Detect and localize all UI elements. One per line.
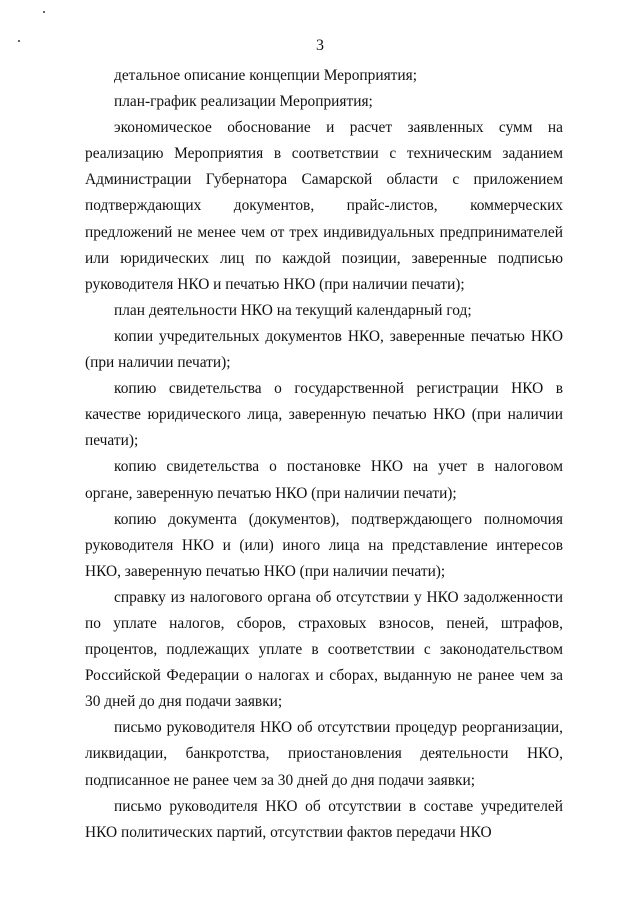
paragraph: план-график реализации Мероприятия; <box>114 93 373 111</box>
paragraph: письмо руководителя НКО об отсутствии процедур реорганизации, ликвидации, банкротства, приостановления деятельности НКО, подписанное не ранее чем за 30 дней до дня подачи заявки; <box>85 719 563 789</box>
paragraph: план деятельности НКО на текущий календарный год; <box>114 301 472 319</box>
paragraph: копию свидетельства о постановке НКО на учет в налоговом органе, заверенную печатью НКО (при наличии печати); <box>85 458 563 502</box>
paragraph: детальное описание концепции Мероприятия; <box>114 67 417 84</box>
paragraph: справку из налогового органа об отсутствии у НКО задолженности по уплате налогов, сборов, страховых взносов, пеней, штрафов, процентов, подлежащих уплате в соответствии с законодательством Российской Федерации о налогах и сборах, выданную не ранее чем за 30 дней до дня подачи заявки; <box>85 588 563 711</box>
paragraph: копию документа (документов), подтверждающего полномочия руководителя НКО и (или) иного лица на представление интересов НКО, заверенную печатью НКО (при наличии печати); <box>85 510 563 580</box>
document-body <box>85 63 563 846</box>
paragraph: письмо руководителя НКО об отсутствии в составе учредителей НКО политических партий, отсутствии фактов передачи НКО <box>85 797 563 841</box>
paragraph: экономическое обоснование и расчет заявленных сумм на реализацию Мероприятия в соответствии с техническим заданием Администрации Губернатора Самарской области с приложением подтверждающих документов, прайс-листов, коммерческих предложений не менее чем от трех индивидуальных предпринимателей или юридических лиц по каждой позиции, заверенные подписью руководителя НКО и печатью НКО (при наличии печати); <box>85 119 563 293</box>
paragraph: копию свидетельства о государственной регистрации НКО в качестве юридического лица, заверенную печатью НКО (при наличии печати); <box>85 380 563 450</box>
page-number: 3 <box>316 37 324 54</box>
paragraph: копии учредительных документов НКО, заверенные печатью НКО (при наличии печати); <box>85 327 563 372</box>
scan-speck <box>43 11 45 13</box>
